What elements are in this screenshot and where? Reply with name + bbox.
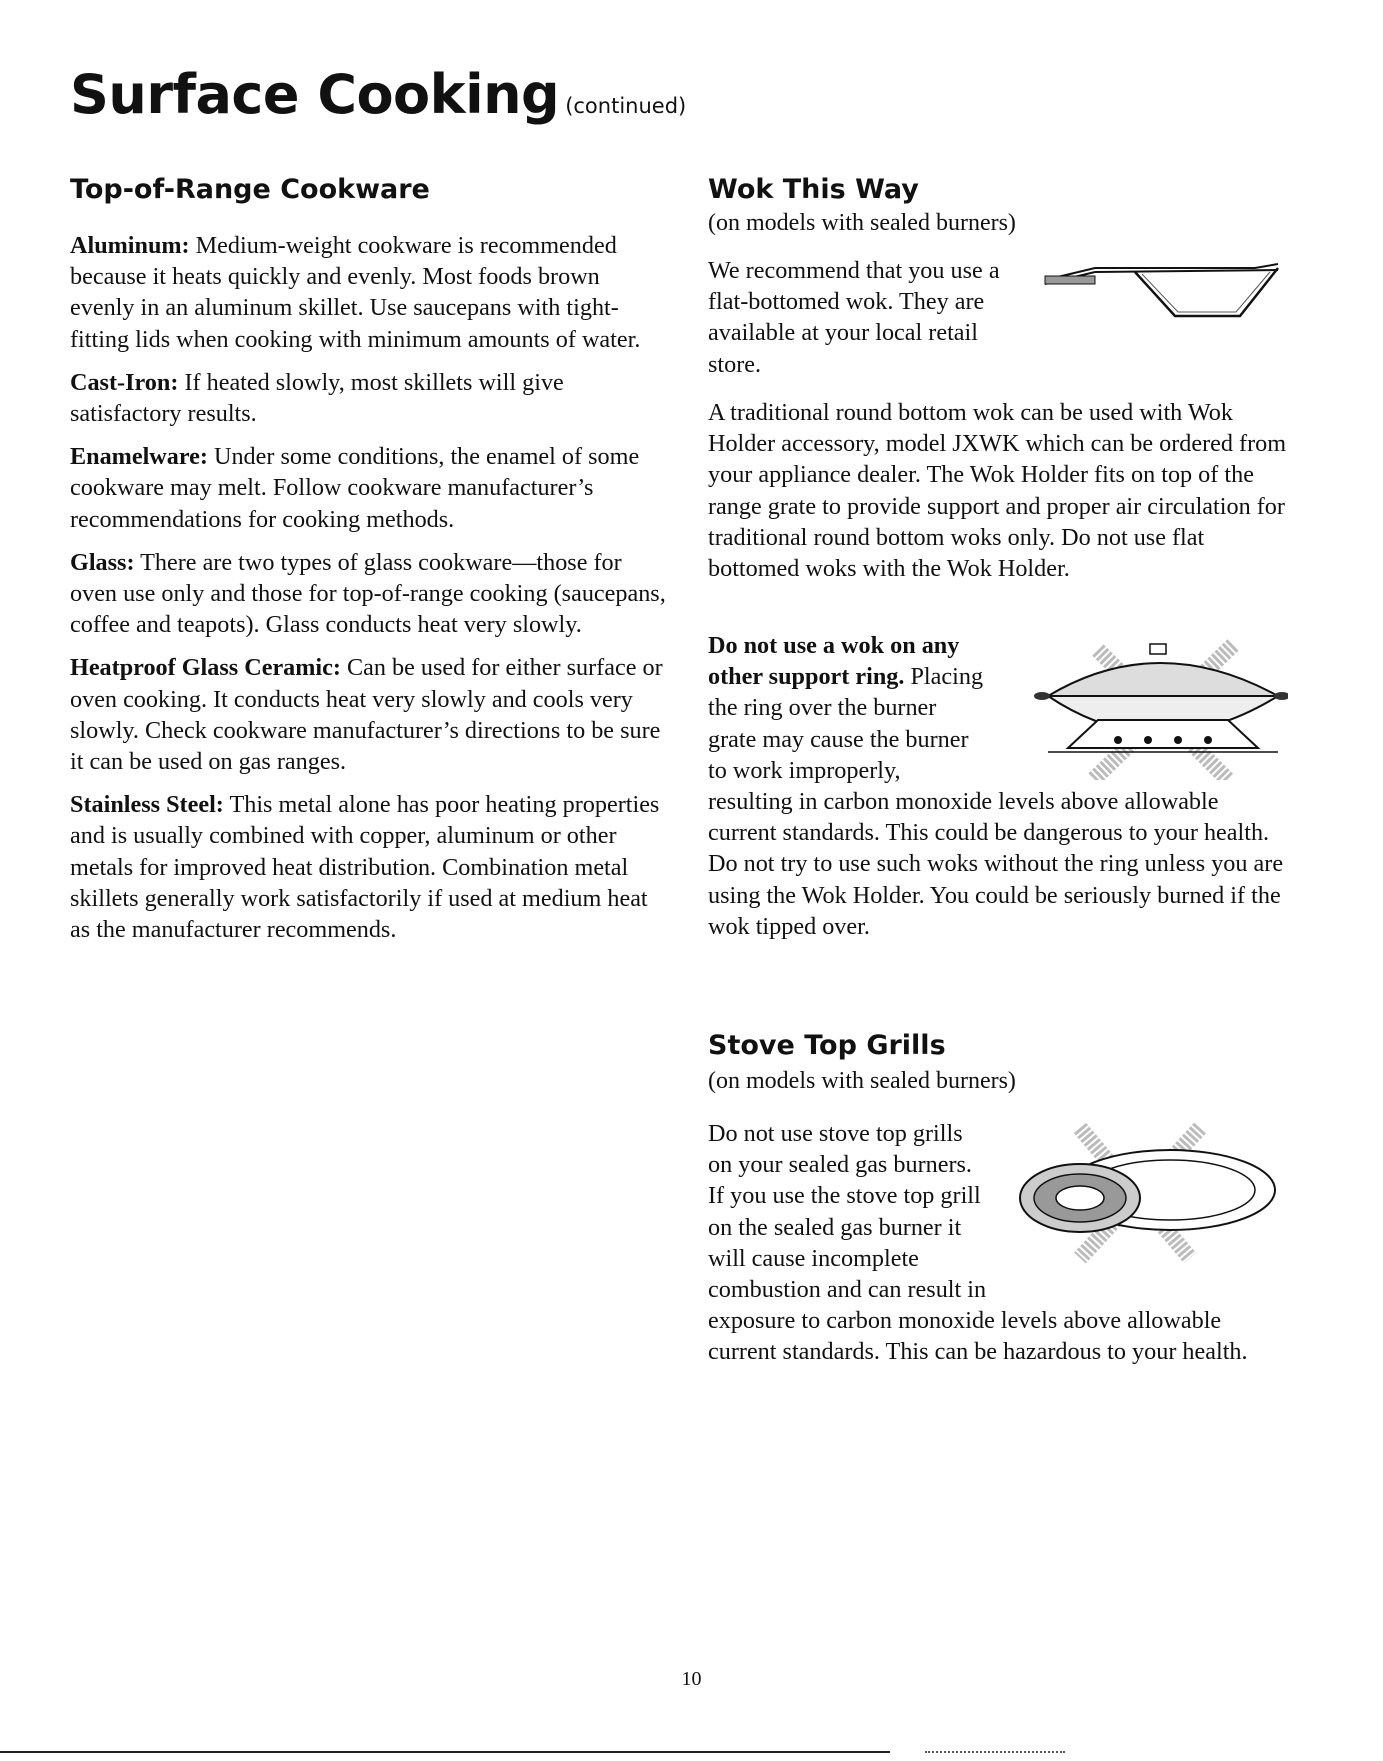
grills-subheading: (on models with sealed burners) bbox=[708, 1068, 1016, 1094]
wok-warning-body: Placing the ring over the burner grate may cause the burner to work improperly, resulting in carbon monoxide levels above allowable current standards. This could be dangerous to your health. Do not try to use such woks without the ring unless you are using the Wok Holder. You could be seriously burned if the wok tipped over. bbox=[708, 663, 1284, 940]
page-title bbox=[70, 63, 687, 126]
wok-warning-text bbox=[708, 630, 1288, 942]
cookware-item-stainless-steel bbox=[70, 789, 670, 945]
wok-recommend-text: We recommend that you use a flat-bottomed wok. They are available at your local retail store. bbox=[708, 257, 1000, 378]
cookware-text: Can be used for either surface or oven cooking. It conducts heat very slowly and cools very slowly. Check cookware manufacturer’s directions to be sure it can be used on gas ranges. bbox=[70, 654, 663, 776]
cookware-term: Heatproof Glass Ceramic: bbox=[70, 654, 341, 682]
cookware-item-enamelware bbox=[70, 441, 670, 535]
cookware-term: Enamelware: bbox=[70, 443, 208, 471]
grills-heading: Stove Top Grills bbox=[708, 1030, 946, 1061]
grills-text-body: Do not use stove top grills on your sealed gas burners. If you use the stove top grill on the sealed gas burner it will cause incomplete combustion and can result in exposure to carbon monoxide levels above allowable current standards. This can be hazardous to your health. bbox=[708, 1120, 1248, 1366]
cookware-text: There are two types of glass cookware—those for oven use only and those for top-of-range cooking (saucepans, coffee and teapots). Glass conducts heat very slowly. bbox=[70, 548, 666, 639]
cookware-text: If heated slowly, most skillets will give satisfactory results. bbox=[70, 368, 564, 428]
cookware-text: Medium-weight cookware is recommended because it heats quickly and evenly. Most foods brown evenly in an aluminum skillet. Use saucepans with tight-fitting lids when cooking with minimum amounts of water. bbox=[70, 232, 641, 353]
cookware-item-cast-iron bbox=[70, 367, 670, 429]
continued-label: (continued) bbox=[565, 94, 687, 118]
cookware-list bbox=[70, 230, 670, 957]
flat-wok-illustration bbox=[1040, 258, 1280, 338]
cookware-item-glass-ceramic bbox=[70, 652, 670, 777]
cookware-item-aluminum bbox=[70, 230, 670, 355]
page-number: 10 bbox=[681, 1668, 702, 1690]
bottom-divider bbox=[0, 1751, 890, 1753]
cookware-text: This metal alone has poor heating properties and is usually combined with copper, aluminum or other metals for improved heat distribution. Combination metal skillets generally work satisfactorily if used at medium heat as the manufacturer recommends. bbox=[70, 791, 660, 944]
cookware-text: Under some conditions, the enamel of some cookware may melt. Follow cookware manufacturer’s recommendations for cooking methods. bbox=[70, 443, 640, 533]
cookware-term: Glass: bbox=[70, 548, 135, 576]
cookware-term: Aluminum: bbox=[70, 232, 190, 259]
cookware-term: Stainless Steel: bbox=[70, 791, 224, 819]
wok-heading: Wok This Way bbox=[708, 174, 919, 205]
cookware-heading: Top-of-Range Cookware bbox=[70, 174, 430, 205]
grills-text bbox=[708, 1118, 1288, 1368]
wok-warning-bold: Do not use a wok on any other support ring. bbox=[708, 632, 960, 691]
wok-subheading: (on models with sealed burners) bbox=[708, 210, 1016, 236]
wok-traditional-text: A traditional round bottom wok can be used with Wok Holder accessory, model JXWK which can be ordered from your appliance dealer. The Wok Holder fits on top of the range grate to provide support and proper air circulation for traditional round bottom woks only. Do not use flat bottomed woks with the Wok Holder. bbox=[708, 399, 1287, 583]
bottom-dots bbox=[925, 1751, 1065, 1755]
page-title-text: Surface Cooking bbox=[70, 63, 560, 126]
cookware-term: Cast-Iron: bbox=[70, 368, 179, 396]
cookware-item-glass bbox=[70, 547, 670, 641]
